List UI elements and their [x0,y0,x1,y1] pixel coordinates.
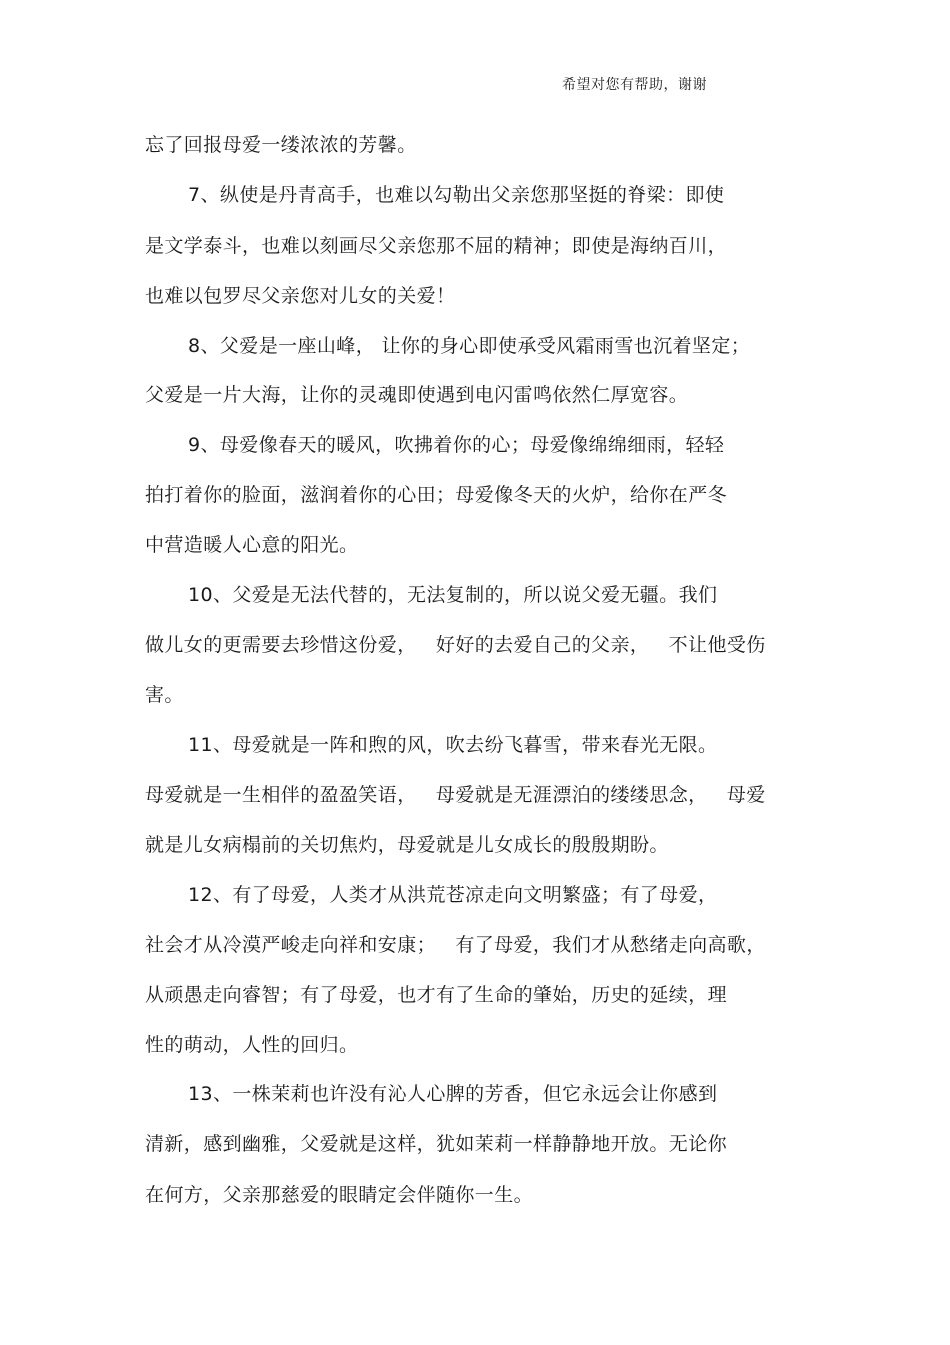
text-line: 性的萌动，人性的回归。 [145,1034,359,1056]
text-line: 父爱是一片大海，让你的灵魂即使遇到电闪雷鸣依然仁厚宽容。 [145,384,689,406]
text-line: 13、一株茉莉也许没有沁人心脾的芳香，但它永远会让你感到 [188,1083,718,1105]
text-line: 7、纵使是丹青高手，也难以勾勒出父亲您那坚挺的脊梁：即使 [188,184,725,206]
text-line: 也难以包罗尽父亲您对儿女的关爱！ [145,285,456,307]
header-note: 希望对您有帮助，谢谢 [562,77,707,93]
text-line: 是文学泰斗，也难以刻画尽父亲您那不屈的精神；即使是海纳百川， [145,235,728,257]
text-line: 9、母爱像春天的暖风，吹拂着你的心；母爱像绵绵细雨，轻轻 [188,434,725,456]
text-line: 害。 [145,684,184,706]
text-line: 清新，感到幽雅，父爱就是这样，犹如茉莉一样静静地开放。无论你 [145,1133,728,1155]
text-line: 10、父爱是无法代替的，无法复制的，所以说父爱无疆。我们 [188,584,718,606]
text-line: 母爱就是一生相伴的盈盈笑语， 母爱就是无涯漂泊的缕缕思念， 母爱 [145,784,766,806]
text-line: 在何方，父亲那慈爱的眼睛定会伴随你一生。 [145,1184,534,1206]
text-line: 就是儿女病榻前的关切焦灼，母爱就是儿女成长的殷殷期盼。 [145,834,669,856]
text-line: 11、母爱就是一阵和煦的风，吹去纷飞暮雪，带来春光无限。 [188,734,718,756]
text-line: 中营造暖人心意的阳光。 [145,534,359,556]
text-line: 12、有了母爱，人类才从洪荒苍凉走向文明繁盛；有了母爱， [188,884,718,906]
text-line: 做儿女的更需要去珍惜这份爱， 好好的去爱自己的父亲， 不让他受伤 [145,634,766,656]
text-line: 忘了回报母爱一缕浓浓的芳馨。 [145,134,417,156]
text-line: 从顽愚走向睿智；有了母爱，也才有了生命的肇始，历史的延续，理 [145,984,728,1006]
text-line: 8、父爱是一座山峰， 让你的身心即使承受风霜雨雪也沉着坚定； [188,335,751,357]
text-line: 社会才从冷漠严峻走向祥和安康； 有了母爱，我们才从愁绪走向高歌， [145,934,766,956]
text-line: 拍打着你的脸面，滋润着你的心田；母爱像冬天的火炉，给你在严冬 [145,484,728,506]
